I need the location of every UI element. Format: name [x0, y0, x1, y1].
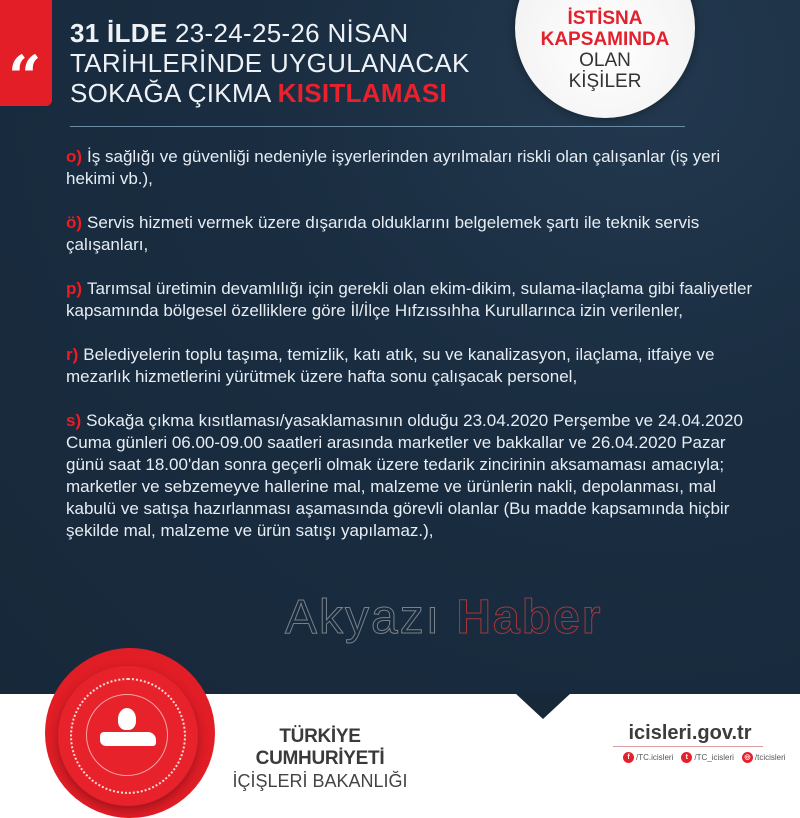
item-text: İş sağlığı ve güvenliği nedeniyle işyerlerinden ayrılmaları riskli olan çalışanlar (iş yeri hekimi vb.), [66, 147, 721, 188]
social-twitter[interactable]: t /TC_icisleri [681, 752, 734, 763]
list-item [66, 146, 766, 190]
item-text: Servis hizmeti vermek üzere dışarıda olduklarını belgelemek şartı ile teknik servis çalışanları, [66, 213, 700, 254]
facebook-icon: f [623, 752, 634, 763]
quote-box [0, 0, 52, 111]
exception-badge-text [515, 8, 695, 92]
org-line2: İÇİŞLERİ BAKANLIĞI [232, 771, 408, 791]
item-letter: r) [66, 345, 79, 364]
social-facebook[interactable]: f /TC.icisleri [623, 752, 673, 763]
quote-open-icon: “ [8, 43, 42, 111]
title-highlight: KISITLAMASI [277, 78, 448, 108]
title-dates: 23-24-25-26 NİSAN [167, 18, 409, 48]
org-line1: TÜRKİYE CUMHURİYETİ [255, 726, 385, 769]
badge-line2: KAPSAMINDA [540, 29, 670, 50]
item-letter: p) [66, 279, 83, 298]
watermark: Akyazı Haber [285, 591, 603, 644]
header-divider [70, 126, 685, 127]
list-item [66, 344, 766, 388]
title-line3: SOKAĞA ÇIKMA [70, 78, 278, 108]
social-links [623, 752, 786, 763]
list-item [66, 278, 766, 322]
item-text: Belediyelerin toplu taşıma, temizlik, katı atık, su ve kanalizasyon, ilaçlama, itfaiye ve mezarlık hizmetlerini yürütmek üzere hafta sonu çalışacak personel, [66, 345, 715, 386]
website-link[interactable]: icisleri.gov.tr [628, 722, 752, 744]
website-divider [613, 746, 763, 747]
twitter-icon: t [681, 752, 692, 763]
social-instagram[interactable]: ◎ /tcicisleri [742, 752, 786, 763]
list-item [66, 410, 766, 542]
item-letter: o) [66, 147, 83, 166]
ministry-name [220, 726, 420, 792]
exception-list [66, 146, 766, 564]
footer-notch [515, 693, 571, 719]
badge-line4: KİŞİLER [568, 71, 642, 92]
item-text: Sokağa çıkma kısıtlaması/yasaklamasının olduğu 23.04.2020 Perşembe ve 24.04.2020 Cuma günleri 06.00-09.00 saatleri arasında marketler ve bakkallar ve 26.04.2020 Pazar günü saat 18.00'dan sonra geçerli olmak üzere tedarik zincirinin aksamaması amacıyla; marketler ve sebzemeyve hallerine mal, malzeme ve ürünlerin nakli, depolanması, mal kabulü ve satışa hazırlanması aşamasında görevli olanlar (Bu madde kapsamında hiçbir şekilde mal, malzeme ve ürün satışı yapılamaz.), [66, 411, 743, 540]
item-text: Tarımsal üretimin devamlılığı için gerekli olan ekim-dikim, sulama-ilaçlama gibi faaliyetler kapsamında bölgesel özelliklere göre İl/İlçe Hıfzıssıhha Kurullarınca izin verilenler, [66, 279, 753, 320]
seal-emblem-head [118, 708, 136, 730]
instagram-icon: ◎ [742, 752, 753, 763]
ministry-seal-icon [58, 666, 198, 806]
page-title [70, 18, 470, 108]
item-letter: ö) [66, 213, 83, 232]
list-item [66, 212, 766, 256]
badge-line3: OLAN [579, 50, 631, 71]
title-line2: TARİHLERİNDE UYGULANACAK [70, 48, 470, 78]
item-letter: s) [66, 411, 82, 430]
title-bold: 31 İLDE [70, 18, 168, 48]
seal-turkey-map [100, 732, 156, 746]
badge-line1: İSTİSNA [567, 8, 643, 29]
